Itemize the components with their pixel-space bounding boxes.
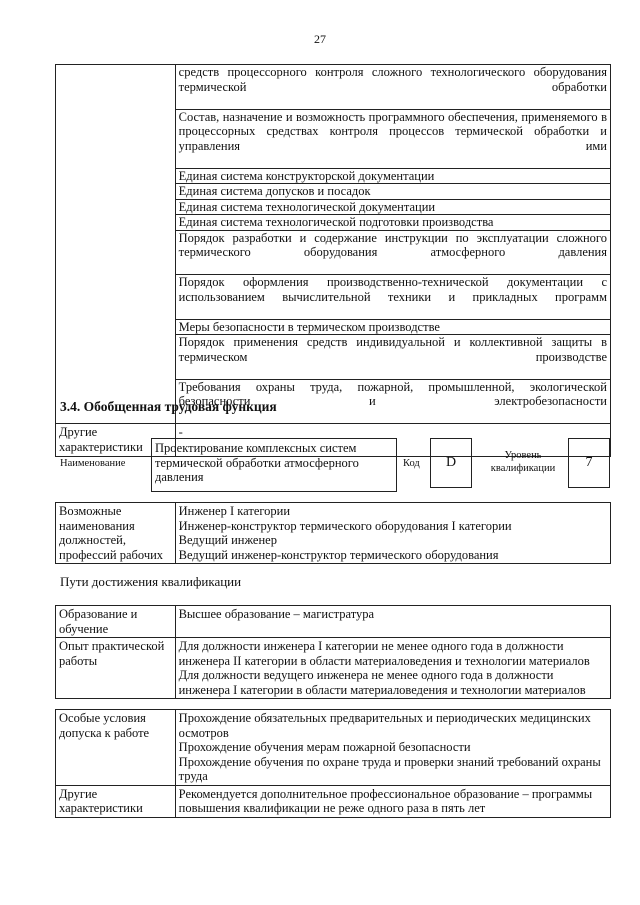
knowledge-item: Порядок оформления производственно-технической документации с использованием вычислительной техники и прикладных программ: [176, 275, 610, 320]
position-item: Инженер I категории: [178, 504, 291, 518]
knowledge-item: Требования охраны труда, пожарной, промышленной, экологической безопасности и электробезопасности: [178, 379, 607, 408]
conditions-table: [55, 709, 611, 818]
page-number: 27: [314, 32, 326, 46]
knowledge-item: Единая система конструкторской документации: [176, 169, 610, 185]
condition-item: Прохождение обучения по охране труда и проверки знаний требований охраны труда: [178, 754, 601, 783]
education-label: Образование и обучение: [56, 606, 176, 638]
positions-label: Возможные наименования должностей, профессий рабочих: [56, 503, 176, 564]
position-item: Инженер-конструктор термического оборудования I категории: [178, 518, 512, 533]
knowledge-item: Единая система технологической документации: [176, 200, 610, 216]
other-label: Другие характеристики: [56, 785, 176, 817]
name-label: Наименование: [60, 458, 126, 469]
function-name-box: Проектирование комплексных систем термической обработки атмосферного давления: [151, 438, 397, 492]
paths-heading: Пути достижения квалификации: [60, 574, 242, 589]
other-value: Рекомендуется дополнительное профессиональное образование – программы повышения квалификации не реже одного раза в пять лет: [175, 785, 610, 817]
knowledge-item: Состав, назначение и возможность программного обеспечения, применяемого в процессорных средствах контроля процессов термической обработки и управления ими: [176, 110, 610, 169]
condition-item: Прохождение обязательных предварительных и периодических медицинских осмотров: [178, 711, 591, 740]
other-characteristics-label: Другие характеристики: [56, 424, 176, 457]
position-item: Ведущий инженер-конструктор термического оборудования: [178, 547, 499, 562]
experience-item: Для должности инженера I категории не менее одного года в должности инженера II категории в области материаловедения и технологии материалов: [178, 639, 590, 668]
knowledge-item: Порядок разработки и содержание инструкции по эксплуатации сложного термического оборудования атмосферного давления: [176, 231, 610, 276]
knowledge-item: Порядок применения средств индивидуальной и коллективной защиты в термическом производстве: [176, 335, 610, 380]
knowledge-item: Единая система технологической подготовки производства: [176, 215, 610, 231]
experience-item: Для должности ведущего инженера не менее одного года в должности инженера I категории в области материаловедения и технологии материалов: [178, 668, 586, 697]
conditions-items-cell: [175, 710, 610, 786]
conditions-label: Особые условия допуска к работе: [56, 710, 176, 786]
knowledge-label-cell: [56, 65, 176, 424]
level-value-box: 7: [568, 438, 610, 488]
experience-label: Опыт практической работы: [56, 638, 176, 699]
section-title: 3.4. Обобщенная трудовая функция: [60, 399, 277, 414]
condition-item: Прохождение обучения мерам пожарной безопасности: [178, 740, 471, 754]
position-item: Ведущий инженер: [178, 533, 277, 547]
knowledge-item: средств процессорного контроля сложного технологического оборудования термической обработки: [176, 65, 610, 110]
experience-items-cell: [175, 638, 610, 699]
knowledge-item: Меры безопасности в термическом производстве: [176, 320, 610, 336]
code-value-box: D: [430, 438, 472, 488]
other-characteristics-value: -: [175, 424, 610, 457]
education-table: [55, 605, 611, 699]
knowledge-item: Единая система допусков и посадок: [176, 184, 610, 200]
education-value: Высшее образование – магистратура: [175, 606, 610, 638]
level-label: Уровень квалификации: [490, 450, 556, 474]
knowledge-items-cell: [175, 65, 610, 424]
code-label: Код: [403, 458, 420, 469]
positions-table: [55, 502, 611, 564]
positions-items-cell: [175, 503, 610, 564]
